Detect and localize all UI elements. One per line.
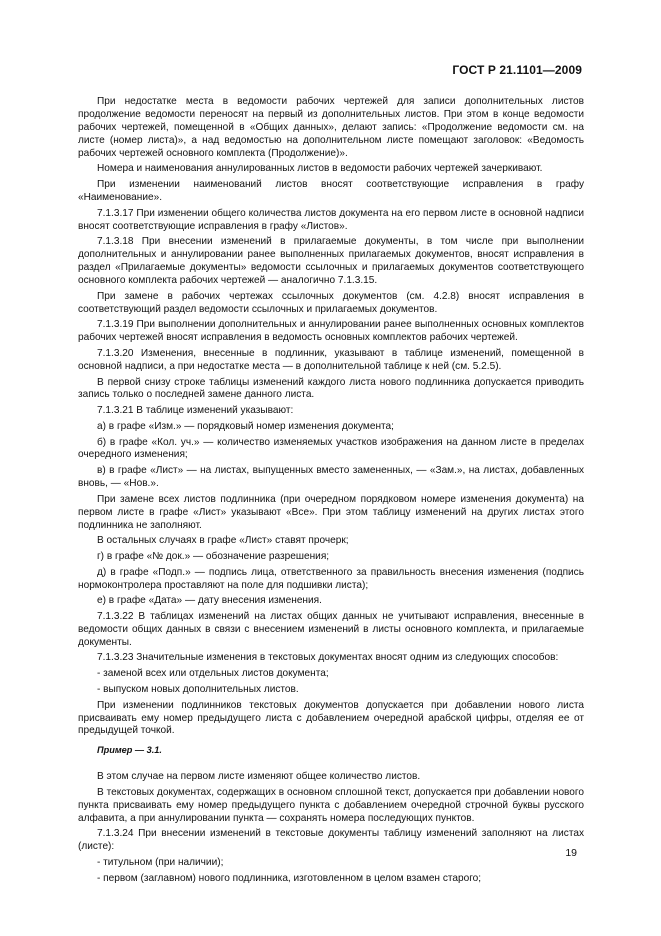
list-item: г) в графе «№ док.» — обозначение разрешения; [97,550,330,562]
paragraph: При изменении подлинников текстовых документов допускается при добавлении нового листа присваивать ему номер предыдущего листа с добавлением очередной арабской цифры, отделяя ее от предыдущей точкой. [78,699,584,737]
list-item: - первом (заглавном) нового подлинника, изготовленном в целом взамен старого; [97,872,482,884]
document-designation: ГОСТ Р 21.1101—2009 [452,63,582,77]
clause-7-1-3-17: 7.1.3.17 При изменении общего количества листов документа на его первом листе в основной надписи вносят соответствующие исправления в графу «Листов». [78,207,584,232]
list-item: - титульном (при наличии); [97,857,224,869]
clause-7-1-3-24: 7.1.3.24 При внесении изменений в текстовые документы таблицу изменений заполняют на листах (листе): [78,828,584,853]
list-item: в) в графе «Лист» — на листах, выпущенных вместо замененных, — «Зам.», на листах, добавленных вновь, — «Нов.». [78,465,584,490]
page-body [78,96,584,888]
list-item: д) в графе «Подп.» — подпись лица, ответственного за правильность внесения изменения (подпись нормоконтролера проставляют на поле для подшивки листа); [78,566,584,591]
paragraph: В этом случае на первом листе изменяют общее количество листов. [97,771,421,783]
paragraph: В текстовых документах, содержащих в основном сплошной текст, допускается при добавлении нового пункта присваивать ему номер предыдущего пункта с добавлением очередной строчной буквы русского алфавита, а при аннулировании пункта — сохранять номера последующих пунктов. [78,786,584,824]
example-label: Пример — 3.1. [97,745,162,756]
paragraph: При недостатке места в ведомости рабочих чертежей для записи дополнительных листов продолжение ведомости переносят на первый из дополнительных листов. При этом в конце ведомости рабочих чертежей, помещенной в «Общих данных», делают запись: «Продолжение ведомости см. на листе (номер листа)», а над ведомостью на дополнительном листе помещают заголовок: «Ведомость рабочих чертежей основного комплекта (Продолжение)». [78,96,584,159]
list-item: е) в графе «Дата» — дату внесения изменения. [97,595,322,607]
paragraph: В первой снизу строке таблицы изменений каждого листа нового подлинника допускается приводить запись только о последней замене данного листа. [78,376,584,401]
clause-7-1-3-19: 7.1.3.19 При выполнении дополнительных и аннулировании ранее выполненных основных комплектов рабочих чертежей вносят исправления в ведомость основных комплектов рабочих чертежей. [78,319,584,344]
clause-7-1-3-21: 7.1.3.21 В таблице изменений указывают: [97,405,294,417]
clause-7-1-3-23: 7.1.3.23 Значительные изменения в текстовых документах вносят одним из следующих способов: [97,652,559,664]
clause-7-1-3-20: 7.1.3.20 Изменения, внесенные в подлинник, указывают в таблице изменений, помещенной в основной надписи, а при недостатке места — в дополнительной таблице к ней (см. 5.2.5). [78,347,584,372]
paragraph: В остальных случаях в графе «Лист» ставят прочерк; [97,535,349,547]
clause-7-1-3-18: 7.1.3.18 При внесении изменений в прилагаемые документы, в том числе при выполнении дополнительных и аннулировании ранее выполненных прилагаемых документов, вносят исправления в раздел «Прилагаемые документы» ведомости ссылочных и прилагаемых документов соответствующего основного комплекта рабочих чертежей — аналогично 7.1.3.15. [78,236,584,286]
list-item: - выпуском новых дополнительных листов. [97,683,299,695]
paragraph: При замене всех листов подлинника (при очередном порядковом номере изменения документа) на первом листе в графе «Лист» указывают «Все». При этом таблицу изменений на других листах этого подлинника не заполняют. [78,493,584,531]
clause-7-1-3-22: 7.1.3.22 В таблицах изменений на листах общих данных не учитывают исправления, внесенные в ведомости общих данных в связи с внесением изменений в листы основного комплекта, и прилагаемые документы. [78,610,584,648]
paragraph: При замене в рабочих чертежах ссылочных документов (см. 4.2.8) вносят исправления в соответствующий раздел ведомости ссылочных и прилагаемых документов. [78,290,584,315]
page-number: 19 [565,847,577,859]
paragraph: Номера и наименования аннулированных листов в ведомости рабочих чертежей зачеркивают. [97,163,543,175]
paragraph: При изменении наименований листов вносят соответствующие исправления в графу «Наименование». [78,179,584,203]
list-item: - заменой всех или отдельных листов документа; [97,668,329,680]
list-item: б) в графе «Кол. уч.» — количество изменяемых участков изображения на данном листе в пределах очередного изменения; [78,436,584,461]
list-item: а) в графе «Изм.» — порядковый номер изменения документа; [97,420,394,432]
